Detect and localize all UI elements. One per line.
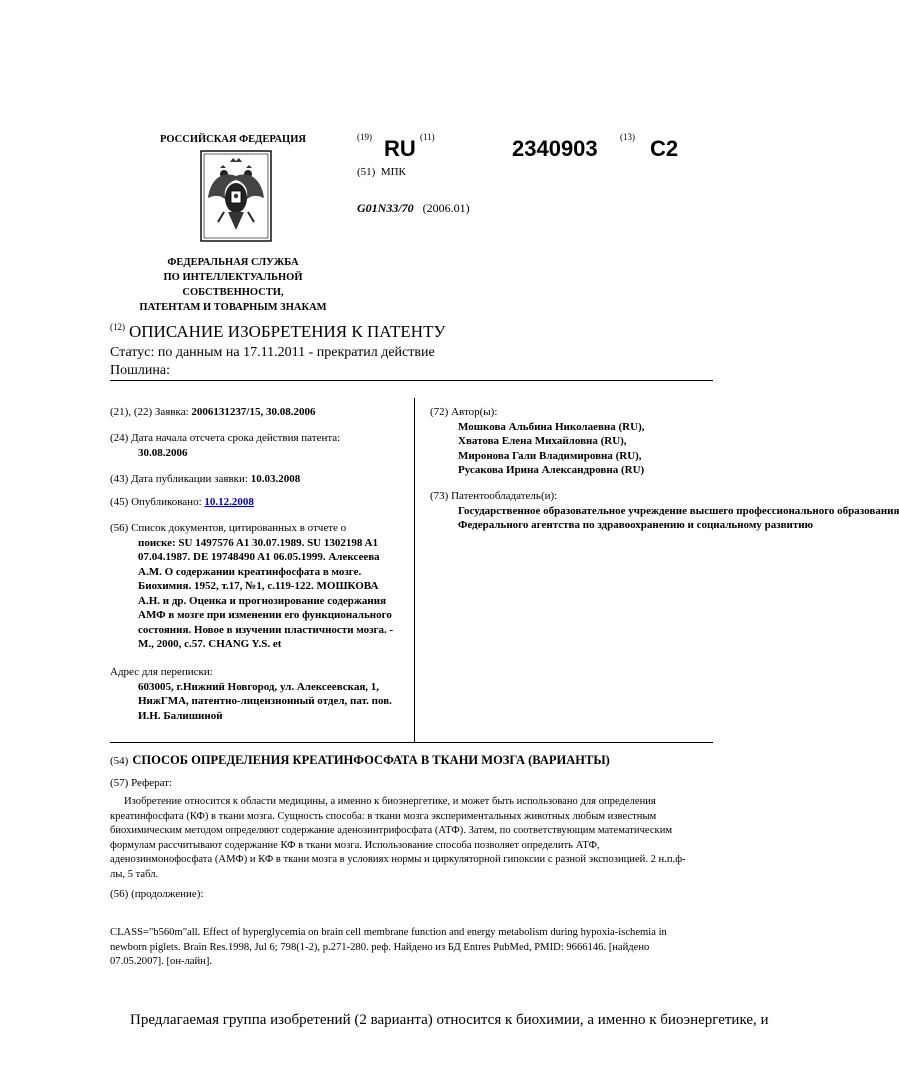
author-name: Хватова Елена Михайловна (RU), (458, 435, 627, 447)
application-label: (21), (22) Заявка: (110, 406, 189, 418)
agency-line: ПАТЕНТАМ И ТОВАРНЫМ ЗНАКАМ (139, 302, 327, 313)
code-12: (12) (110, 322, 125, 332)
authors-block (430, 405, 644, 478)
country-name: РОССИЙСКАЯ ФЕДЕРАЦИЯ (160, 134, 306, 145)
continued-label: (56) (продолжение): (110, 888, 204, 900)
references-label: (56) Список документов, цитированных в отчете о (110, 522, 347, 534)
reference-line: состояния. Новое в изучении пластичности мозга. - (138, 623, 394, 636)
mpk-text: МПК (380, 166, 406, 178)
term-value: 30.08.2006 (138, 446, 188, 459)
abstract-line: Изобретение относится к области медицины, а именно к биоэнергетике, и может быть использовано для определения (124, 796, 656, 807)
continued-line: CLASS="b560m"all. Effect of hyperglycemia on brain cell membrane function and energy metabolism during hypoxia-ischemia in (110, 927, 667, 938)
reference-line: М., 2000, с.57. CHANG Y.S. et (138, 638, 282, 650)
patent-holder-block (430, 489, 899, 533)
continued-line: newborn piglets. Brain Res.1998, Jul 6; 798(1-2), p.271-280. реф. Найдено из БД Entres PubMed, PMID: 9666146. [найдено (110, 941, 650, 953)
publication-label: (43) Дата публикации заявки: (110, 473, 248, 485)
published-field (110, 495, 254, 510)
document-heading (110, 322, 445, 342)
application-field (110, 405, 315, 420)
status-line: Статус: по данным на 17.11.2011 - прекратил действие (110, 345, 435, 360)
reference-line: А.Н. и др. Оценка и прогнозирование содержания (138, 594, 387, 607)
column-divider (414, 398, 415, 742)
code-11: (11) (420, 132, 435, 142)
publication-value: 10.03.2008 (250, 473, 301, 485)
term-field (110, 431, 340, 460)
fee-label: Пошлина: (110, 363, 170, 378)
ipc-year: (2006.01) (422, 201, 470, 215)
agency-name (110, 255, 356, 315)
address-label: Адрес для переписки: (110, 666, 213, 678)
agency-line: ПО ИНТЕЛЛЕКТУАЛЬНОЙ (163, 272, 303, 283)
abstract-line: формулам рассчитывают содержание КФ в ткани мозга. Использование способа позволяет определить АТФ, (110, 839, 600, 851)
term-label: (24) Дата начала отсчета срока действия патента: (110, 432, 341, 444)
reference-line: Биохимия. 1952, т.17, №1, с.119-122. МОШКОВА (138, 580, 379, 592)
abstract-line: аденозинмонофосфата (АМФ) и КФ в ткани мозга в условиях нормы и циркуляторной гипоксии с разной экспозицией. 2 н.п.ф- (110, 854, 686, 865)
document-title: ОПИСАНИЕ ИЗОБРЕТЕНИЯ К ПАТЕНТУ (129, 322, 446, 341)
published-label: (45) Опубликовано: (110, 496, 202, 508)
agency-line: ФЕДЕРАЛЬНАЯ СЛУЖБА (167, 257, 299, 268)
address-line: И.Н. Балишиной (138, 709, 223, 722)
abstract-line: креатинфосфата (КФ) в ткани мозга. Сущность способа: в ткани мозга экспериментальных животных любым известным (110, 810, 657, 822)
continued-text (110, 926, 667, 970)
reference-line: поиске: SU 1497576 A1 30.07.1989. SU 1302198 A1 (138, 536, 378, 549)
holder-label: (73) Патентообладатель(и): (430, 490, 558, 502)
correspondence-address (110, 665, 392, 723)
holder-line: Федерального агентства по здравоохранению и социальному развитию (458, 519, 814, 531)
abstract-line: биохимическим методом определяют содержание аденозинтрифосфата (АТФ). Затем, по соответствующим математическим (110, 825, 673, 836)
invention-title: СПОСОБ ОПРЕДЕЛЕНИЯ КРЕАТИНФОСФАТА В ТКАНИ МОЗГА (ВАРИАНТЫ) (132, 753, 610, 767)
patent-number: 2340903 (512, 136, 598, 161)
abstract-text (110, 795, 686, 882)
code-13: (13) (620, 132, 635, 142)
ipc-class: G01N33/70 (357, 201, 414, 215)
code-51: (51) (357, 166, 376, 178)
cited-references (110, 521, 393, 652)
author-name: Русакова Ирина Александровна (RU) (458, 464, 645, 476)
reference-line: 07.04.1987. DE 19748490 A1 06.05.1999. Алексеева (138, 551, 380, 563)
code-19: (19) (357, 132, 372, 142)
reference-line: А.М. О содержании креатинфосфата в мозге. (138, 565, 362, 578)
reference-line: АМФ в мозге при изменении его функционального (138, 609, 392, 621)
abstract-line: лы, 5 табл. (110, 868, 159, 880)
author-name: Миронова Гали Владимировна (RU), (458, 449, 642, 462)
abstract-label: (57) Реферат: (110, 777, 173, 789)
divider (110, 380, 713, 381)
address-line: 603005, г.Нижний Новгород, ул. Алексеевская, 1, (138, 680, 380, 693)
country-code: RU (384, 136, 416, 161)
code-54: (54) (110, 755, 129, 767)
continued-line: 07.05.2007]. [он-лайн]. (110, 956, 213, 967)
address-line: НижГМА, патентно-лицензионный отдел, пат. пов. (138, 695, 392, 707)
application-value: 2006131237/15, 30.08.2006 (191, 406, 316, 418)
coat-of-arms-emblem (200, 150, 272, 242)
agency-line: СОБСТВЕННОСТИ, (182, 287, 284, 298)
published-date-link[interactable]: 10.12.2008 (204, 496, 254, 508)
description-first-line: Предлагаемая группа изобретений (2 варианта) относится к биохимии, а именно к биоэнергетике, и (130, 1012, 769, 1028)
kind-code: C2 (650, 136, 679, 161)
invention-title-row (110, 751, 610, 769)
author-name: Мошкова Альбина Николаевна (RU), (458, 420, 645, 433)
ipc-classification (357, 201, 470, 216)
publication-field (110, 472, 300, 487)
authors-label: (72) Автор(ы): (430, 406, 498, 418)
mpk-label (357, 166, 406, 178)
holder-line: Государственное образовательное учреждение высшего профессионального образования (458, 504, 899, 517)
divider (110, 742, 713, 743)
